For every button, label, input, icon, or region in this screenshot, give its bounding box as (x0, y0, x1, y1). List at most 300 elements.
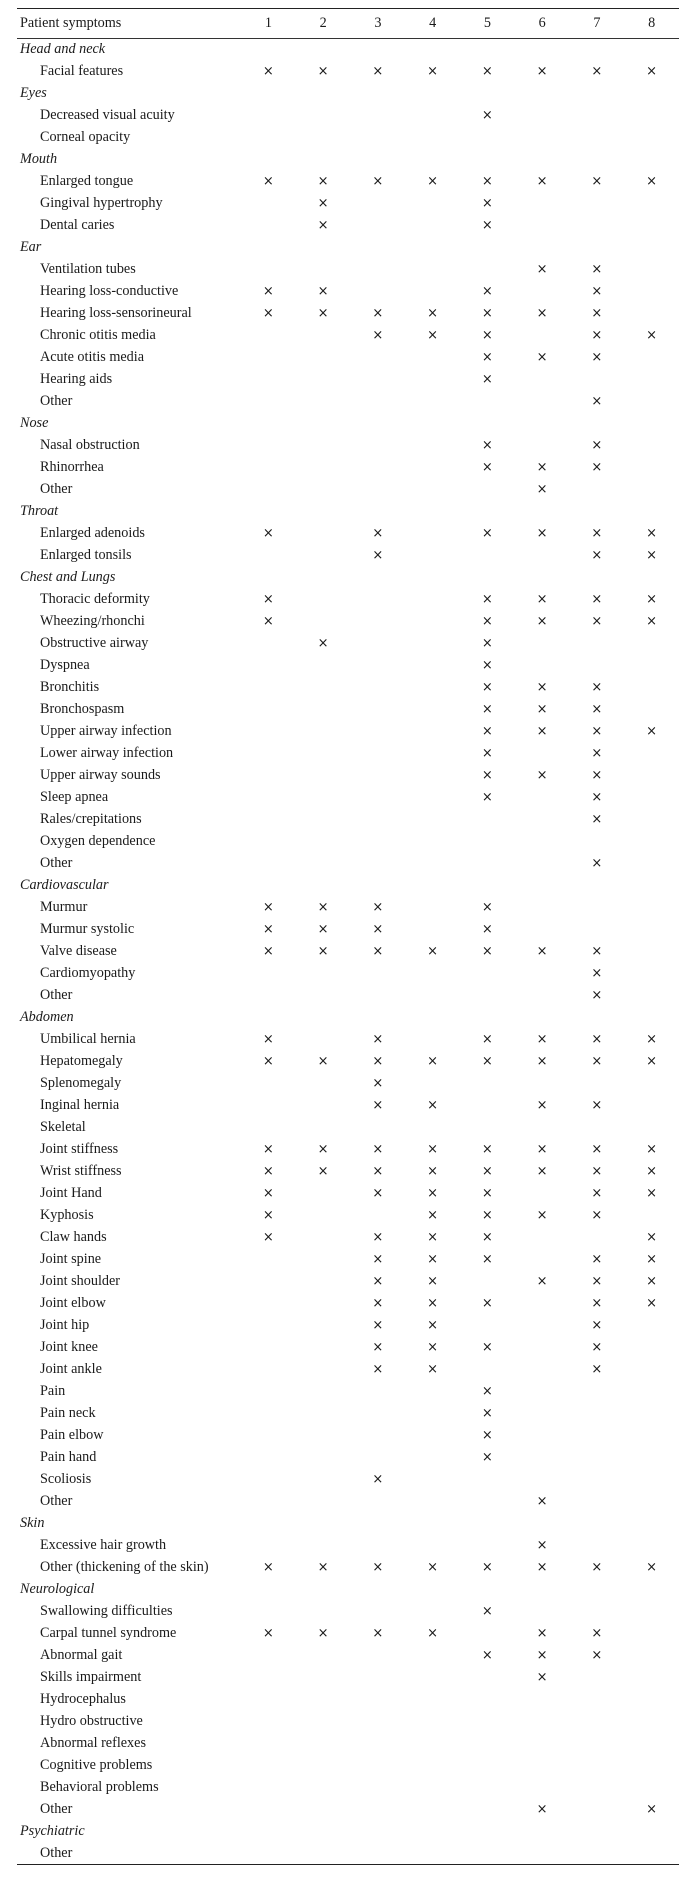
empty-cell (241, 215, 296, 237)
empty-cell (241, 457, 296, 479)
empty-cell (241, 787, 296, 809)
symptom-label: Joint spine (40, 1251, 102, 1267)
empty-cell (351, 985, 406, 1007)
empty-cell (405, 1711, 460, 1733)
present-mark: × (481, 1032, 493, 1047)
present-mark: × (372, 1318, 384, 1333)
present-mark: × (591, 790, 603, 805)
empty-cell (460, 1271, 515, 1293)
empty-cell (241, 655, 296, 677)
present-mark: × (536, 1494, 548, 1509)
present-mark: × (536, 460, 548, 475)
symptom-label: Cardiomyopathy (40, 965, 136, 981)
present-mark: × (372, 1230, 384, 1245)
present-mark: × (536, 614, 548, 629)
empty-cell (624, 1777, 679, 1799)
empty-cell (296, 1491, 351, 1513)
present-mark: × (591, 988, 603, 1003)
present-mark: × (262, 1230, 274, 1245)
empty-cell (460, 1667, 515, 1689)
symptom-row (17, 1315, 679, 1337)
present-mark: × (536, 680, 548, 695)
present-mark: × (591, 966, 603, 981)
present-mark: × (591, 680, 603, 695)
present-mark: × (427, 1164, 439, 1179)
symptom-row (17, 391, 679, 413)
empty-cell (515, 1249, 570, 1271)
empty-cell (570, 1425, 625, 1447)
present-mark: × (536, 724, 548, 739)
empty-cell (405, 391, 460, 413)
empty-cell (624, 1491, 679, 1513)
present-mark: × (262, 944, 274, 959)
present-mark: × (536, 768, 548, 783)
symptom-label: Umbilical hernia (40, 1031, 136, 1047)
present-mark: × (591, 174, 603, 189)
present-mark: × (317, 196, 329, 211)
present-mark: × (481, 460, 493, 475)
empty-cell (296, 325, 351, 347)
empty-cell (624, 479, 679, 501)
empty-cell (296, 1205, 351, 1227)
empty-cell (624, 1755, 679, 1777)
symptom-row (17, 1029, 679, 1051)
section-label: Ear (20, 239, 42, 255)
empty-cell (405, 1645, 460, 1667)
empty-cell (515, 325, 570, 347)
empty-cell (296, 1799, 351, 1821)
empty-cell (351, 677, 406, 699)
empty-cell (460, 1073, 515, 1095)
empty-cell (405, 281, 460, 303)
present-mark: × (372, 922, 384, 937)
empty-cell (405, 347, 460, 369)
empty-cell (515, 1359, 570, 1381)
empty-cell (570, 1491, 625, 1513)
symptom-label: Enlarged tonsils (40, 547, 132, 563)
symptom-row (17, 1843, 679, 1865)
symptom-label: Other (40, 393, 73, 409)
section-row (17, 567, 679, 589)
present-mark: × (427, 1054, 439, 1069)
symptom-row (17, 105, 679, 127)
empty-cell (624, 1601, 679, 1623)
section-row (17, 83, 679, 105)
symptom-row (17, 963, 679, 985)
symptom-row (17, 1227, 679, 1249)
present-mark: × (591, 1032, 603, 1047)
empty-cell (241, 1249, 296, 1271)
symptom-label: Hepatomegaly (40, 1053, 123, 1069)
empty-cell (405, 743, 460, 765)
empty-cell (351, 1843, 406, 1865)
empty-cell (624, 1117, 679, 1139)
empty-cell (241, 1667, 296, 1689)
empty-cell (405, 1535, 460, 1557)
empty-cell (624, 1711, 679, 1733)
symptom-label: Sleep apnea (40, 789, 109, 805)
symptom-row (17, 1491, 679, 1513)
symptom-row (17, 193, 679, 215)
present-mark: × (372, 526, 384, 541)
present-mark: × (536, 1648, 548, 1663)
empty-cell (241, 677, 296, 699)
empty-cell (624, 919, 679, 941)
present-mark: × (646, 1164, 658, 1179)
empty-cell (296, 831, 351, 853)
present-mark: × (481, 1450, 493, 1465)
empty-cell (570, 1689, 625, 1711)
empty-cell (405, 1469, 460, 1491)
present-mark: × (262, 1626, 274, 1641)
empty-cell (351, 1711, 406, 1733)
symptom-label: Pain (40, 1383, 66, 1399)
present-mark: × (591, 306, 603, 321)
present-mark: × (481, 1054, 493, 1069)
empty-cell (351, 347, 406, 369)
empty-cell (351, 1403, 406, 1425)
symptom-label: Splenomegaly (40, 1075, 122, 1091)
empty-cell (515, 919, 570, 941)
present-mark: × (481, 1384, 493, 1399)
present-mark: × (536, 1538, 548, 1553)
empty-cell (241, 127, 296, 149)
present-mark: × (481, 218, 493, 233)
symptom-label: Joint Hand (40, 1185, 102, 1201)
empty-cell (405, 369, 460, 391)
empty-cell (460, 1777, 515, 1799)
present-mark: × (372, 306, 384, 321)
present-mark: × (646, 526, 658, 541)
section-label: Throat (20, 503, 59, 519)
empty-cell (405, 1029, 460, 1051)
header-patient-5: 5 (460, 9, 515, 39)
symptom-label: Ventilation tubes (40, 261, 136, 277)
symptom-label: Enlarged tongue (40, 173, 134, 189)
present-mark: × (262, 526, 274, 541)
symptom-row (17, 655, 679, 677)
empty-cell (460, 1623, 515, 1645)
empty-cell (405, 259, 460, 281)
present-mark: × (481, 1406, 493, 1421)
empty-cell (351, 743, 406, 765)
present-mark: × (591, 394, 603, 409)
symptom-row (17, 1777, 679, 1799)
present-mark: × (372, 548, 384, 563)
empty-cell (570, 897, 625, 919)
symptom-label: Carpal tunnel syndrome (40, 1625, 177, 1641)
section-row (17, 1513, 679, 1535)
symptom-label: Pain elbow (40, 1427, 104, 1443)
present-mark: × (481, 614, 493, 629)
empty-cell (570, 1755, 625, 1777)
section-label: Head and neck (20, 41, 106, 58)
empty-cell (296, 1029, 351, 1051)
symptom-row (17, 1403, 679, 1425)
empty-cell (405, 457, 460, 479)
empty-cell (241, 1337, 296, 1359)
empty-cell (296, 721, 351, 743)
symptom-row (17, 1733, 679, 1755)
present-mark: × (262, 592, 274, 607)
present-mark: × (481, 1340, 493, 1355)
empty-cell (624, 677, 679, 699)
present-mark: × (591, 64, 603, 79)
empty-cell (460, 1117, 515, 1139)
present-mark: × (427, 1296, 439, 1311)
symptom-row (17, 479, 679, 501)
symptom-label: Other (40, 987, 73, 1003)
empty-cell (351, 1381, 406, 1403)
empty-cell (460, 963, 515, 985)
present-mark: × (481, 790, 493, 805)
empty-cell (515, 1403, 570, 1425)
present-mark: × (372, 1076, 384, 1091)
empty-cell (296, 853, 351, 875)
empty-cell (624, 1073, 679, 1095)
header-patient-6: 6 (515, 9, 570, 39)
symptom-label: Swallowing difficulties (40, 1603, 173, 1619)
section-label: Nose (20, 415, 49, 431)
section-label: Chest and Lungs (20, 569, 116, 585)
empty-cell (241, 479, 296, 501)
empty-cell (405, 545, 460, 567)
symptom-row (17, 633, 679, 655)
empty-cell (515, 1469, 570, 1491)
empty-cell (515, 655, 570, 677)
empty-cell (570, 1117, 625, 1139)
empty-cell (405, 1381, 460, 1403)
present-mark: × (262, 1054, 274, 1069)
empty-cell (241, 105, 296, 127)
symptom-label: Hydro obstructive (40, 1713, 143, 1729)
symptom-row (17, 1381, 679, 1403)
empty-cell (624, 369, 679, 391)
empty-cell (405, 721, 460, 743)
section-row (17, 413, 679, 435)
symptom-row (17, 127, 679, 149)
header-patient-2: 2 (296, 9, 351, 39)
symptom-row (17, 1425, 679, 1447)
empty-cell (351, 1777, 406, 1799)
symptom-row (17, 347, 679, 369)
present-mark: × (481, 658, 493, 673)
symptom-label: Rales/crepitations (40, 811, 142, 827)
symptom-row (17, 259, 679, 281)
present-mark: × (427, 1626, 439, 1641)
present-mark: × (427, 1186, 439, 1201)
empty-cell (515, 369, 570, 391)
present-mark: × (481, 284, 493, 299)
empty-cell (405, 1733, 460, 1755)
present-mark: × (646, 1274, 658, 1289)
symptom-row (17, 1469, 679, 1491)
empty-cell (624, 743, 679, 765)
present-mark: × (591, 328, 603, 343)
empty-cell (405, 1777, 460, 1799)
empty-cell (405, 655, 460, 677)
present-mark: × (372, 1186, 384, 1201)
empty-cell (241, 1425, 296, 1447)
present-mark: × (536, 944, 548, 959)
empty-cell (351, 281, 406, 303)
present-mark: × (591, 724, 603, 739)
symptom-row (17, 1161, 679, 1183)
empty-cell (515, 391, 570, 413)
symptom-row (17, 1117, 679, 1139)
symptom-row (17, 1689, 679, 1711)
symptom-label: Corneal opacity (40, 129, 131, 145)
present-mark: × (536, 350, 548, 365)
empty-cell (624, 193, 679, 215)
present-mark: × (591, 438, 603, 453)
empty-cell (460, 1095, 515, 1117)
present-mark: × (536, 306, 548, 321)
empty-cell (405, 1755, 460, 1777)
present-mark: × (536, 262, 548, 277)
symptom-row (17, 1711, 679, 1733)
symptom-row (17, 1447, 679, 1469)
present-mark: × (536, 592, 548, 607)
empty-cell (624, 457, 679, 479)
empty-cell (405, 105, 460, 127)
present-mark: × (481, 1560, 493, 1575)
empty-cell (460, 1689, 515, 1711)
empty-cell (515, 1073, 570, 1095)
empty-cell (624, 1689, 679, 1711)
present-mark: × (317, 1054, 329, 1069)
empty-cell (241, 1777, 296, 1799)
symptom-row (17, 1557, 679, 1579)
empty-cell (296, 589, 351, 611)
present-mark: × (591, 1186, 603, 1201)
symptom-label: Hearing aids (40, 371, 113, 387)
empty-cell (515, 105, 570, 127)
empty-cell (624, 853, 679, 875)
present-mark: × (481, 1296, 493, 1311)
empty-cell (515, 1315, 570, 1337)
empty-cell (515, 963, 570, 985)
empty-cell (515, 1425, 570, 1447)
empty-cell (296, 369, 351, 391)
symptom-row (17, 303, 679, 325)
empty-cell (460, 1843, 515, 1865)
empty-cell (570, 1381, 625, 1403)
symptom-label: Decreased visual acuity (40, 107, 175, 123)
symptom-row (17, 611, 679, 633)
present-mark: × (372, 174, 384, 189)
empty-cell (515, 435, 570, 457)
empty-cell (351, 479, 406, 501)
empty-cell (405, 215, 460, 237)
symptom-label: Wrist stiffness (40, 1163, 122, 1179)
empty-cell (624, 963, 679, 985)
present-mark: × (536, 702, 548, 717)
empty-cell (405, 897, 460, 919)
empty-cell (460, 391, 515, 413)
empty-cell (241, 369, 296, 391)
empty-cell (624, 897, 679, 919)
empty-cell (405, 831, 460, 853)
empty-cell (351, 193, 406, 215)
empty-cell (296, 743, 351, 765)
present-mark: × (427, 306, 439, 321)
empty-cell (570, 479, 625, 501)
section-label: Mouth (20, 151, 58, 167)
present-mark: × (372, 1274, 384, 1289)
empty-cell (570, 1469, 625, 1491)
empty-cell (296, 985, 351, 1007)
empty-cell (351, 765, 406, 787)
symptom-row (17, 1293, 679, 1315)
empty-cell (296, 105, 351, 127)
empty-cell (351, 1491, 406, 1513)
empty-cell (351, 1601, 406, 1623)
present-mark: × (427, 1560, 439, 1575)
present-mark: × (427, 174, 439, 189)
empty-cell (515, 743, 570, 765)
present-mark: × (481, 350, 493, 365)
present-mark: × (646, 614, 658, 629)
empty-cell (351, 105, 406, 127)
empty-cell (241, 435, 296, 457)
symptom-label: Rhinorrhea (40, 459, 104, 475)
present-mark: × (591, 702, 603, 717)
symptom-row (17, 457, 679, 479)
empty-cell (405, 765, 460, 787)
empty-cell (515, 281, 570, 303)
present-mark: × (481, 526, 493, 541)
symptom-row (17, 1051, 679, 1073)
empty-cell (624, 391, 679, 413)
empty-cell (570, 193, 625, 215)
empty-cell (405, 809, 460, 831)
present-mark: × (372, 1054, 384, 1069)
present-mark: × (646, 1252, 658, 1267)
present-mark: × (427, 1274, 439, 1289)
present-mark: × (372, 1296, 384, 1311)
symptom-label: Joint stiffness (40, 1141, 119, 1157)
empty-cell (351, 721, 406, 743)
empty-cell (405, 853, 460, 875)
present-mark: × (481, 1230, 493, 1245)
empty-cell (296, 611, 351, 633)
present-mark: × (372, 1032, 384, 1047)
present-mark: × (262, 1186, 274, 1201)
present-mark: × (262, 900, 274, 915)
empty-cell (241, 1601, 296, 1623)
empty-cell (296, 1755, 351, 1777)
empty-cell (624, 1095, 679, 1117)
empty-cell (351, 1645, 406, 1667)
section-row (17, 1007, 679, 1029)
empty-cell (296, 1073, 351, 1095)
symptom-label: Joint ankle (40, 1361, 102, 1377)
empty-cell (351, 457, 406, 479)
present-mark: × (262, 1142, 274, 1157)
present-mark: × (317, 944, 329, 959)
empty-cell (460, 831, 515, 853)
empty-cell (624, 633, 679, 655)
section-row (17, 501, 679, 523)
empty-cell (515, 1293, 570, 1315)
present-mark: × (262, 1164, 274, 1179)
present-mark: × (481, 64, 493, 79)
empty-cell (241, 985, 296, 1007)
present-mark: × (591, 1318, 603, 1333)
symptom-label: Hydrocephalus (40, 1691, 126, 1707)
empty-cell (351, 1799, 406, 1821)
